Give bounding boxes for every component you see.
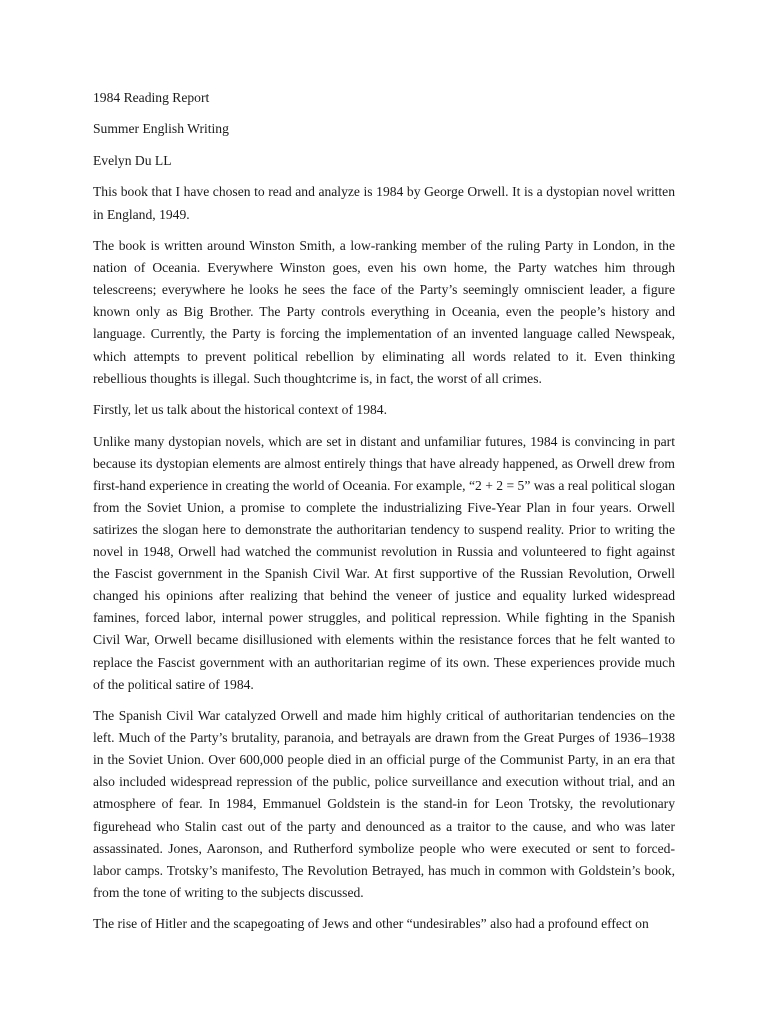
- paragraph-historical-context-intro: Firstly, let us talk about the historical context of 1984.: [93, 402, 387, 418]
- paragraph-spanish-civil-war: The Spanish Civil War catalyzed Orwell and made him highly critical of authoritarian tendencies on the left. Much of the Party’s brutality, paranoia, and betrayals are drawn from the Great Purges of 1936–1938 in the Soviet Union. Over 600,000 people died in an official purge of the Communist Party, in an era that also included widespread repression of the public, police surveillance and execution without trial, and an atmosphere of fear. In 1984, Emmanuel Goldstein is the stand-in for Leon Trotsky, the revolutionary figurehead who Stalin cast out of the party and denounced as a traitor to the cause, and who was later assassinated. Jones, Aaronson, and Rutherford symbolize people who were executed or sent to forced-labor camps. Trotsky’s manifesto, The Revolution Betrayed, has much in common with Goldstein’s book, from the tone of writing to the subjects discussed.: [93, 708, 675, 900]
- paragraph-rise-of-hitler: The rise of Hitler and the scapegoating of Jews and other “undesirables” also had a profound effect on: [93, 916, 649, 932]
- document-body: [93, 87, 675, 945]
- document-title: 1984 Reading Report: [93, 90, 210, 105]
- author-name: Evelyn Du LL: [93, 152, 172, 168]
- paragraph-intro: This book that I have chosen to read and analyze is 1984 by George Orwell. It is a dystopian novel written in England, 1949.: [93, 184, 675, 222]
- paragraph-historical-context: Unlike many dystopian novels, which are set in distant and unfamiliar futures, 1984 is convincing in part because its dystopian elements are almost entirely things that have already happened, as Orwell drew from first-hand experience in creating the world of Oceania. For example, “2 + 2 = 5” was a real political slogan from the Soviet Union, a promise to complete the industrializing Five-Year Plan in four years. Orwell satirizes the slogan here to demonstrate the authoritarian tendency to suspend reality. Prior to writing the novel in 1948, Orwell had watched the communist revolution in Russia and volunteered to fight against the Fascist government in the Spanish Civil War. At first supportive of the Russian Revolution, Orwell changed his opinions after realizing that behind the veneer of justice and equality lurked widespread famines, forced labor, internal power struggles, and political repression. While fighting in the Spanish Civil War, Orwell became disillusioned with elements within the resistance forces that he felt wanted to replace the Fascist government with an authoritarian regime of its own. These experiences provide much of the political satire of 1984.: [93, 433, 675, 692]
- paragraph-summary: The book is written around Winston Smith, a low-ranking member of the ruling Party in London, in the nation of Oceania. Everywhere Winston goes, even his own home, the Party watches him through telescreens; everywhere he looks he sees the face of the Party’s seemingly omniscient leader, a figure known only as Big Brother. The Party controls everything in Oceania, even the people’s history and language. Currently, the Party is forcing the implementation of an invented language called Newspeak, which attempts to prevent political rebellion by eliminating all words related to it. Even thinking rebellious thoughts is illegal. Such thoughtcrime is, in fact, the worst of all crimes.: [93, 238, 675, 386]
- course-name: Summer English Writing: [93, 121, 229, 137]
